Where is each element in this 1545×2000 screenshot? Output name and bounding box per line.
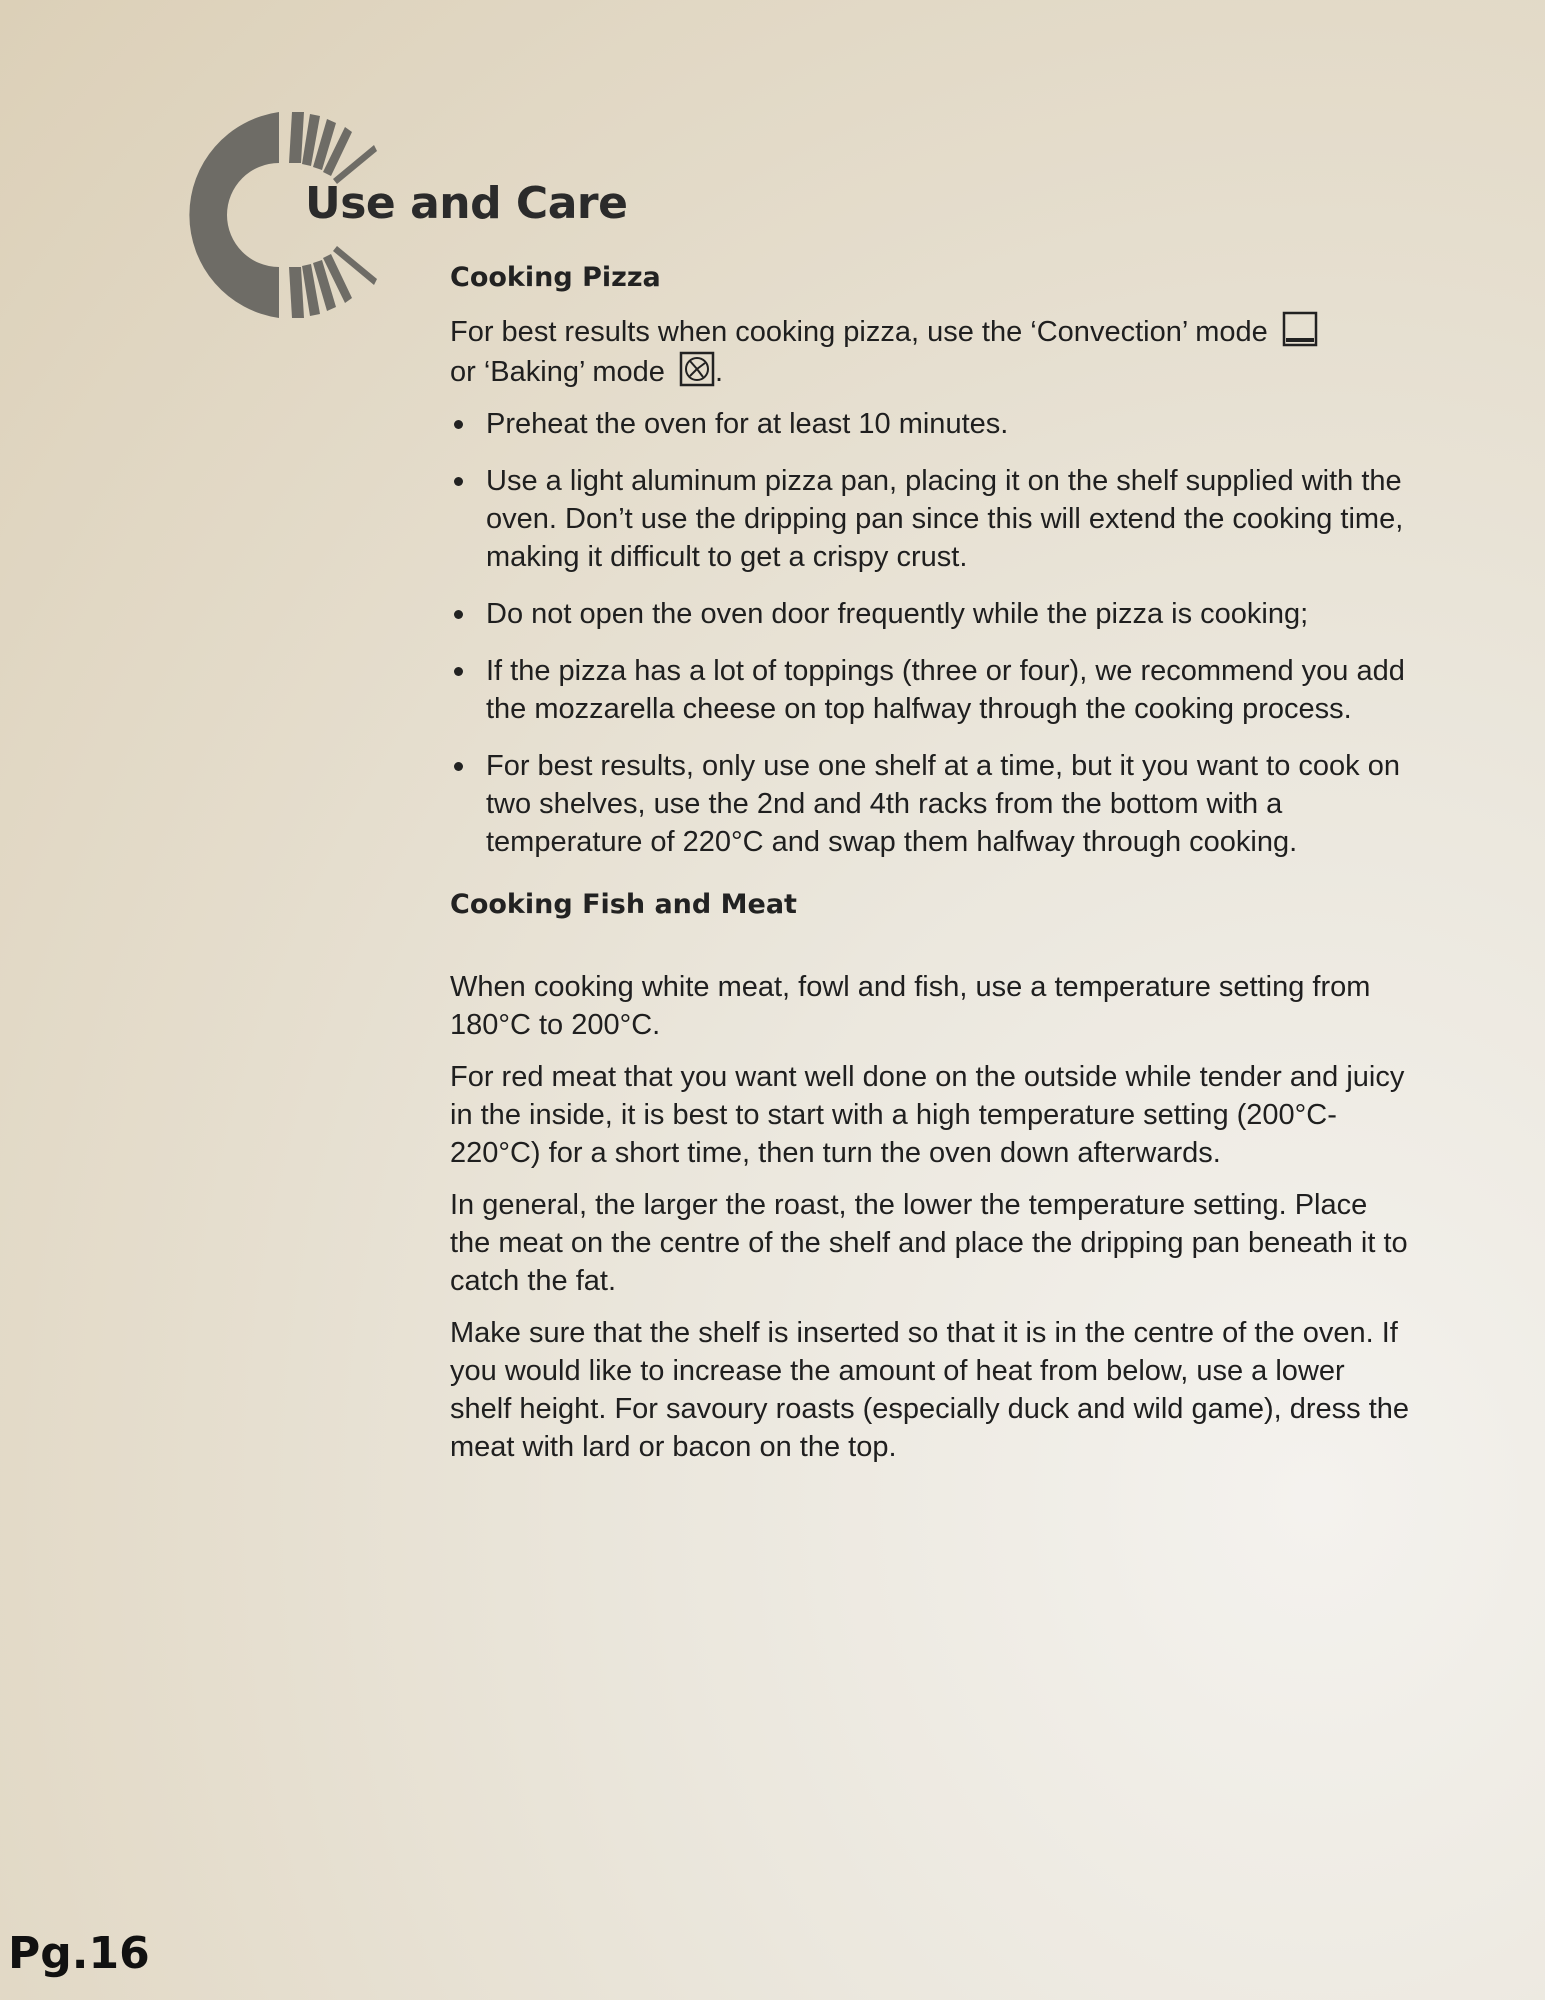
bullet-icon [454, 420, 463, 429]
cooking-pizza-heading: Cooking Pizza [450, 262, 661, 293]
pizza-tips-list [450, 405, 1410, 861]
pizza-intro [450, 311, 1410, 391]
list-item-text: For best results, only use one shelf at a time, but it you want to cook on two shelves, use the 2nd and 4th racks from the bottom with a temperature of 220°C and swap them halfway through cooking. [486, 750, 1400, 858]
bullet-icon [454, 762, 463, 771]
list-item-text: If the pizza has a lot of toppings (three or four), we recommend you add the mozzarella cheese on top halfway through the cooking process. [486, 655, 1405, 725]
baking-mode-icon [679, 351, 715, 387]
page-number: Pg.16 [8, 1928, 150, 1979]
fish-meat-paragraph: When cooking white meat, fowl and fish, use a temperature setting from 180°C to 200°C. [450, 971, 1371, 1041]
bullet-icon [454, 477, 463, 486]
list-item-text: Preheat the oven for at least 10 minutes. [486, 408, 1009, 440]
fish-meat-paragraph: In general, the larger the roast, the lower the temperature setting. Place the meat on the centre of the shelf and place the dripping pan beneath it to catch the fat. [450, 1189, 1408, 1297]
page-title: Use and Care [305, 178, 628, 229]
convection-mode-icon [1282, 311, 1318, 347]
main-content [450, 262, 1410, 1466]
bullet-icon [454, 610, 463, 619]
pizza-intro-text-2: or ‘Baking’ mode [450, 356, 665, 388]
fish-meat-paragraph: For red meat that you want well done on the outside while tender and juicy in the inside, it is best to start with a high temperature setting (200°C-220°C) for a short time, then turn the oven down afterwards. [450, 1061, 1405, 1169]
list-item [450, 405, 1410, 443]
pizza-intro-end: . [715, 356, 724, 388]
list-item-text: Use a light aluminum pizza pan, placing it on the shelf supplied with the oven. Don’t use the dripping pan since this will extend the cooking time, making it difficult to get a crispy crust. [486, 465, 1404, 573]
cooking-fish-meat-heading: Cooking Fish and Meat [450, 889, 797, 920]
list-item-text: Do not open the oven door frequently while the pizza is cooking; [486, 598, 1309, 630]
list-item [450, 652, 1410, 728]
list-item [450, 747, 1410, 861]
fish-meat-paragraph: Make sure that the shelf is inserted so that it is in the centre of the oven. If you would like to increase the amount of heat from below, use a lower shelf height. For savoury roasts (especially duck and wild game), dress the meat with lard or bacon on the top. [450, 1317, 1410, 1463]
list-item [450, 595, 1410, 633]
bullet-icon [454, 667, 463, 676]
pizza-intro-text-1: For best results when cooking pizza, use the ‘Convection’ mode [450, 316, 1268, 348]
list-item [450, 462, 1410, 576]
